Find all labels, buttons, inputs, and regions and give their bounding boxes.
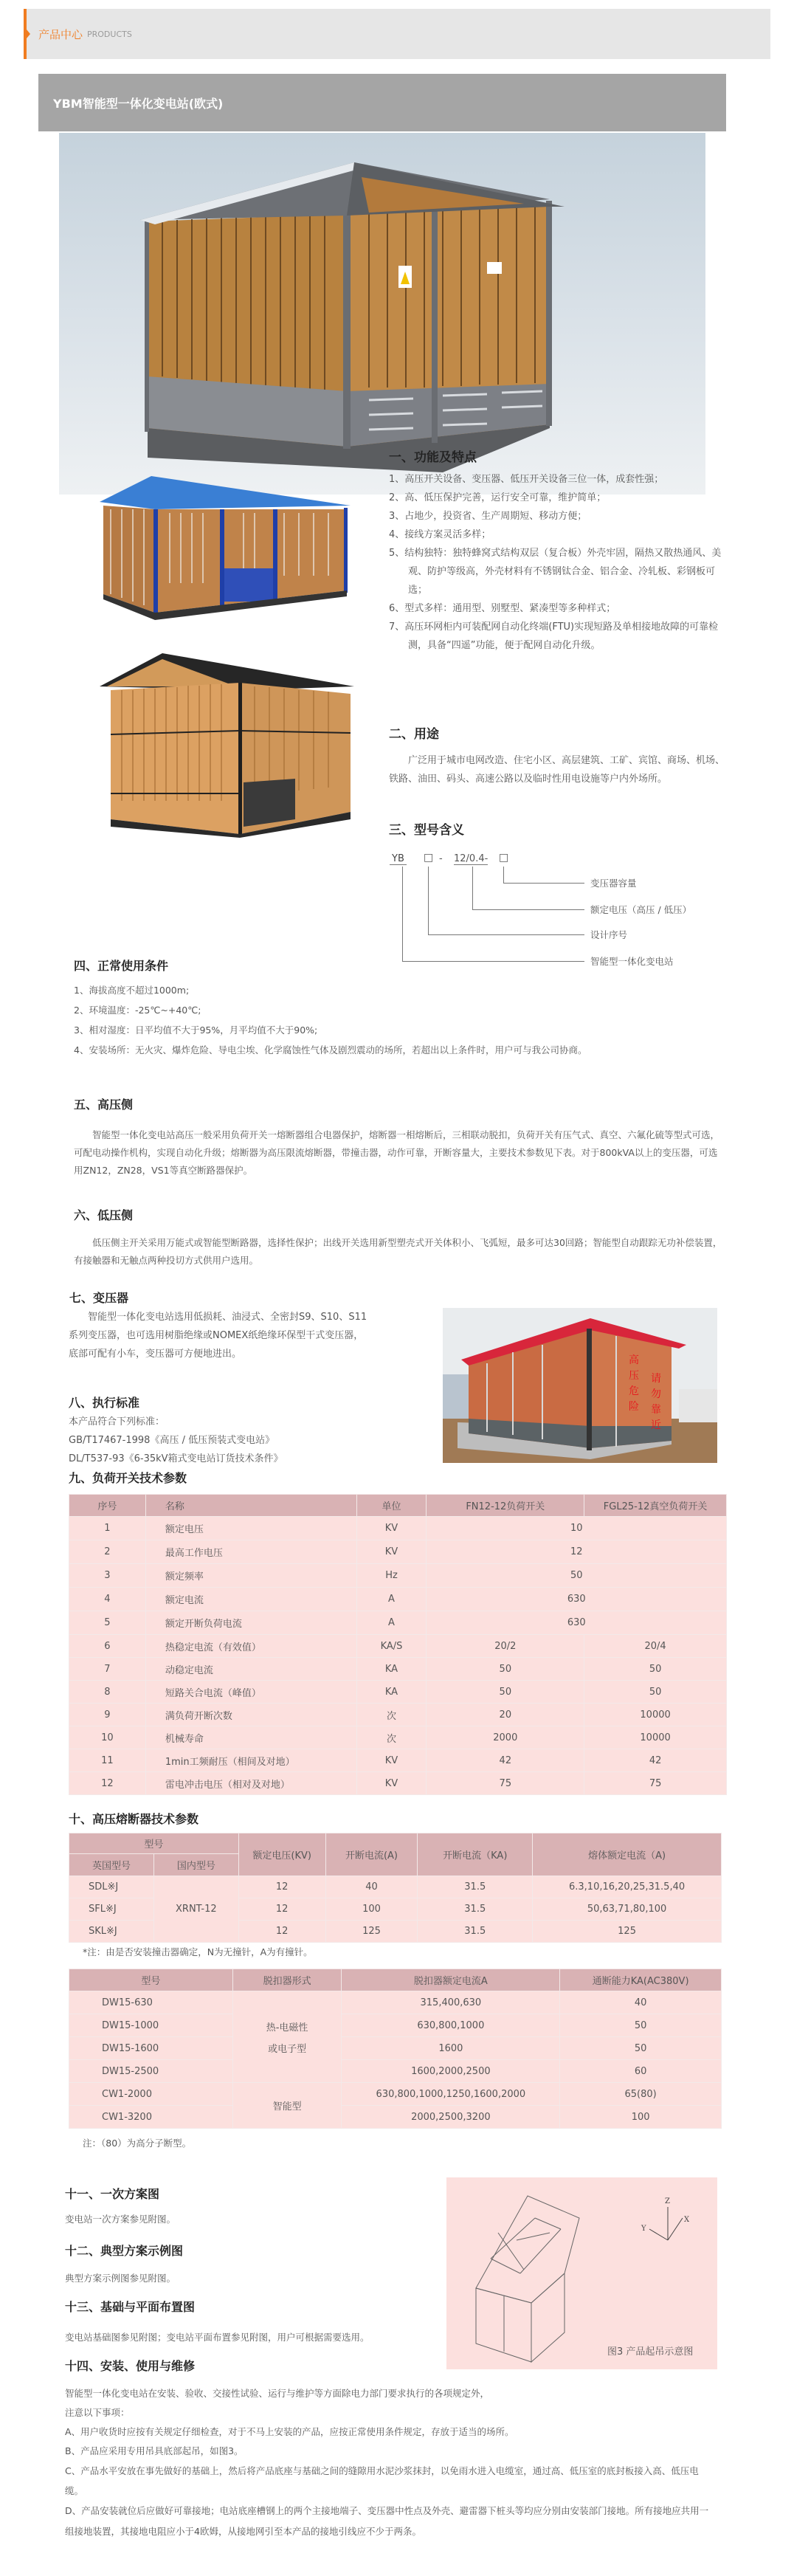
col-header: 单位 (356, 1495, 427, 1517)
col-header-voltage: 额定电压(KV) (238, 1833, 325, 1876)
col-header-cn: 国内型号 (153, 1854, 238, 1876)
install-item: B、产品应采用专用吊具底部起吊，如图3。 (65, 2445, 244, 2456)
foundation-body: 变电站基础图参见附图；变电站平面布置参见附图，用户可根据需要选用。 (65, 2332, 370, 2343)
foundation-heading: 十三、基础与平面布置图 (65, 2300, 196, 2314)
standards-list (69, 1413, 438, 1468)
table-row: 10 机械寿命 次 2000 10000 (69, 1726, 727, 1749)
col-header: 序号 (69, 1495, 146, 1517)
fuse-note: *注：由是否安装撞击器确定，N为无撞针，A为有撞针。 (83, 1946, 313, 1957)
hv-side-heading: 五、高压侧 (74, 1098, 134, 1112)
col-header: 名称 (145, 1495, 356, 1517)
section-header-bar (24, 9, 770, 59)
table-row: 7 动稳定电流 KA 50 50 (69, 1658, 727, 1681)
product-title-bar (38, 74, 726, 131)
lv-side-heading: 六、低压侧 (74, 1208, 134, 1222)
lv-side-body: 低压侧主开关采用万能式或智能型断路器，选择性保护；出线开关选用新型塑壳式开关体积小、飞弧短，最多可达30回路；智能型自动跟踪无功补偿装置，有接触器和无触点两种投切方式供用户选用。 (74, 1237, 722, 1266)
condition-item: 1、海拔高度不超过1000m; (74, 985, 190, 996)
svg-text:X: X (684, 2216, 690, 2224)
table-row: SFL※J 12 100 31.5 50,63,71,80,100 (69, 1898, 722, 1921)
feature-item: 6、型式多样：通用型、别墅型、紧凑型等多种样式； (389, 603, 616, 614)
transformer-heading: 七、变压器 (69, 1291, 129, 1305)
substation-blue-illustration-icon (96, 472, 351, 620)
primary-scheme-body: 变电站一次方案参见附图。 (65, 2214, 176, 2225)
label-capacity: 变压器容量 (590, 878, 637, 889)
feature-item: 5、结构独特：独特蜂窝式结构双层（复合板）外壳牢固，隔热又散热通风、美观、防护等级高，外壳材料有不锈钢钛合金、铝合金、冷轧板、彩钢板可选； (389, 548, 722, 596)
feature-item: 1、高压开关设备、变压器、低压开关设备三位一体，成套性强； (389, 474, 664, 485)
lifting-diagram-figure (446, 2177, 717, 2369)
svg-text:请: 请 (651, 1373, 661, 1385)
table-row: DW15-1600 1600 50 (69, 2037, 722, 2060)
install-heading: 十四、安装、使用与维修 (65, 2359, 196, 2373)
table-row: CW1-2000 智能型 630,800,1000,1250,1600,2000 65(80) (69, 2083, 722, 2106)
col-header-break-ka: 开断电流（KA) (418, 1833, 533, 1876)
section-title-en: PRODUCTS (87, 30, 132, 39)
hero-product-image (59, 133, 705, 495)
black-substation-image (100, 653, 354, 838)
col-header-fuse: 熔体额定电流（A) (533, 1833, 722, 1876)
code-box-design: □ (424, 852, 434, 864)
substation-illustration-icon (59, 133, 705, 495)
product-title: YBM智能型一体化变电站(欧式) (53, 97, 224, 111)
table-row: 1 额定电压 KV 10 (69, 1517, 727, 1540)
usage-heading: 二、用途 (389, 727, 439, 742)
feature-item: 3、占地少，投资省、生产周期短、移动方便； (389, 511, 587, 522)
blue-substation-image (96, 472, 351, 620)
col-header: FN12-12负荷开关 (427, 1495, 584, 1517)
feature-item: 7、高压环网柜内可装配网自动化终端(FTU)实现短路及单相接地故障的可靠检测，具备“四遥”功能，便于配网自动化升级。 (389, 621, 719, 651)
code-dash: - (439, 853, 443, 864)
substation-red-roof-illustration-icon (443, 1308, 717, 1463)
col-header: 脱扣器形式 (232, 1969, 342, 1991)
table-row: 5 额定开断负荷电流 A 630 (69, 1611, 727, 1635)
col-header: 型号 (69, 1969, 233, 1991)
install-intro-2: 注意以下事项： (65, 2407, 130, 2418)
table-row: 6 热稳定电流（有效值） KA/S 20/2 20/4 (69, 1635, 727, 1658)
svg-text:近: 近 (651, 1419, 661, 1431)
standards-intro: 本产品符合下列标准： (69, 1416, 165, 1428)
feature-item: 2、高、低压保护完善，运行安全可靠，维护简单； (389, 492, 607, 503)
svg-text:压: 压 (629, 1370, 639, 1382)
fuse-heading: 十、高压熔断器技术参数 (69, 1812, 199, 1826)
install-intro: 智能型一体化变电站在安装、验收、交接性试验、运行与维护等方面除电力部门要求执行的各项规定外， (65, 2388, 490, 2399)
table-row: 2 最高工作电压 KV 12 (69, 1540, 727, 1564)
table-row: SKL※J 12 125 31.5 125 (69, 1921, 722, 1943)
transformer-body: 智能型一体化变电站选用低损耗、油浸式、全密封S9、S10、S11系列变压器，也可选用树脂绝缘或NOMEX纸绝缘环保型干式变压器，底部可配有小车，变压器可方便地进出。 (69, 1312, 367, 1360)
condition-item: 3、相对湿度：日平均值不大于95%，月平均值不大于90%; (74, 1024, 318, 1036)
breaker-note: 注：（80）为高分子断型。 (83, 2138, 192, 2149)
table-row: 12 雷电冲击电压（相对及对地） KV 75 75 (69, 1772, 727, 1795)
col-header: 通断能力KA(AC380V) (560, 1969, 722, 1991)
section-title-zh: 产品中心 (38, 28, 83, 41)
table-row: 4 额定电流 A 630 (69, 1588, 727, 1611)
table-row: 11 1min工频耐压（相间及对地） KV 42 42 (69, 1749, 727, 1772)
conditions-list (74, 982, 723, 1059)
fuse-table (69, 1833, 722, 1943)
code-voltage: 12/0.4- (454, 853, 489, 864)
install-content (65, 2384, 714, 2542)
table-row: DW15-630 热-电磁性 或电子型 315,400,630 40 (69, 1991, 722, 2014)
substation-black-illustration-icon (100, 653, 354, 838)
condition-item: 4、安装场所：无火灾、爆炸危险、导电尘埃、化学腐蚀性气体及剧烈震动的场所，若超出以上条件时，用户可与我公司协商。 (74, 1044, 587, 1055)
primary-scheme-heading: 十一、一次方案图 (65, 2187, 160, 2201)
arrow-marker-icon (27, 30, 30, 38)
table-row: 8 短路关合电流（峰值） KA 50 50 (69, 1681, 727, 1704)
model-code-diagram (369, 841, 738, 974)
svg-text:Z: Z (665, 2197, 670, 2205)
standard-item: GB/T17467-1998《高压 / 低压预装式变电站》 (69, 1435, 275, 1446)
usage-body: 广泛用于城市电网改造、住宅小区、高层建筑、工矿、宾馆、商场、机场、铁路、油田、码头、高速公路以及临时性用电设施等户内外场所。 (389, 755, 725, 785)
table-row: SDL※J XRNT-12 12 40 31.5 6.3,10,16,20,25,31.5,40 (69, 1876, 722, 1898)
code-prefix: YB (390, 853, 407, 865)
col-header: FGL25-12真空负荷开关 (584, 1495, 727, 1517)
col-header: 脱扣器额定电流A (342, 1969, 560, 1991)
load-switch-heading: 九、负荷开关技术参数 (69, 1471, 187, 1485)
standards-heading: 八、执行标准 (69, 1396, 140, 1410)
install-item: D、产品安装就位后应做好可靠接地；电站底座槽钢上的两个主接地端子、变压器中性点及外壳、避雷器下桩头等均应分别由安装部门接地。所有接地应共用一组接地装置，其接地电阻应小于4欧姆，从接地网引至本产品的接地引线应不少于两条。 (65, 2505, 709, 2537)
figure-caption: 图3 产品起吊示意图 (607, 2346, 694, 2358)
features-list (389, 470, 730, 655)
feature-item: 4、接线方案灵活多样； (389, 529, 491, 540)
svg-text:勿: 勿 (651, 1388, 661, 1400)
svg-text:险: 险 (629, 1401, 639, 1413)
table-row: CW1-3200 2000,2500,3200 100 (69, 2106, 722, 2129)
transformer-sign-1: 高 (629, 1354, 639, 1366)
install-item: A、用户收货时应按有关规定仔细检查，对于不马上安装的产品，应按正常使用条件规定，存放于适当的场所。 (65, 2426, 514, 2437)
table-row: DW15-1000 630,800,1000 50 (69, 2014, 722, 2037)
red-roof-substation-image (443, 1308, 717, 1463)
table-row: 3 额定频率 Hz 50 (69, 1564, 727, 1588)
condition-item: 2、环境温度：-25℃~+40℃; (74, 1005, 201, 1016)
standard-item: DL/T537-93《6-35kV箱式变电站订货技术条件》 (69, 1453, 283, 1464)
load-switch-table (69, 1494, 727, 1795)
model-meaning-heading: 三、型号含义 (389, 823, 464, 838)
col-header-break-a: 开断电流(A) (325, 1833, 418, 1876)
conditions-heading: 四、正常使用条件 (74, 959, 169, 973)
hv-side-body: 智能型一体化变电站高压一般采用负荷开关一熔断器组合电器保护，熔断器一相熔断后，三相联动脱扣，负荷开关有压气式、真空、六氟化硫等型式可选，可配电动操作机构，实现自动化升级；熔断器为高压限流熔断器，带撞击器，动作可靠，开断容量大，主要技术参数见下表。对于800kVA以上的变压器，可选用ZN12，ZN28，VS1等真空断路器保护。 (74, 1129, 720, 1176)
breaker-table (69, 1969, 722, 2129)
col-header-model: 型号 (69, 1833, 239, 1854)
label-design-no: 设计序号 (590, 929, 628, 940)
typical-scheme-heading: 十二、典型方案示例图 (65, 2244, 184, 2258)
col-header-uk: 英国型号 (69, 1854, 154, 1876)
install-item: C、产品水平安放在事先做好的基础上，然后将产品底座与基础之间的缝隙用水泥沙浆抹封，以免雨水进入电缆室，通过高、低压室的底封板接入高、低压电缆。 (65, 2465, 699, 2496)
table-row: 9 满负荷开断次数 次 20 10000 (69, 1704, 727, 1726)
code-box-capacity: □ (499, 852, 509, 864)
features-heading: 一、功能及特点 (389, 450, 477, 465)
svg-text:危: 危 (629, 1385, 639, 1397)
lifting-diagram-icon (446, 2177, 717, 2369)
svg-text:Y: Y (641, 2225, 646, 2233)
typical-scheme-body: 典型方案示例图参见附图。 (65, 2273, 176, 2284)
table-row: DW15-2500 1600,2000,2500 60 (69, 2060, 722, 2083)
label-voltage: 额定电压（高压 / 低压） (590, 904, 692, 915)
label-product-type: 智能型一体化变电站 (590, 956, 674, 967)
svg-text:靠: 靠 (651, 1404, 661, 1416)
